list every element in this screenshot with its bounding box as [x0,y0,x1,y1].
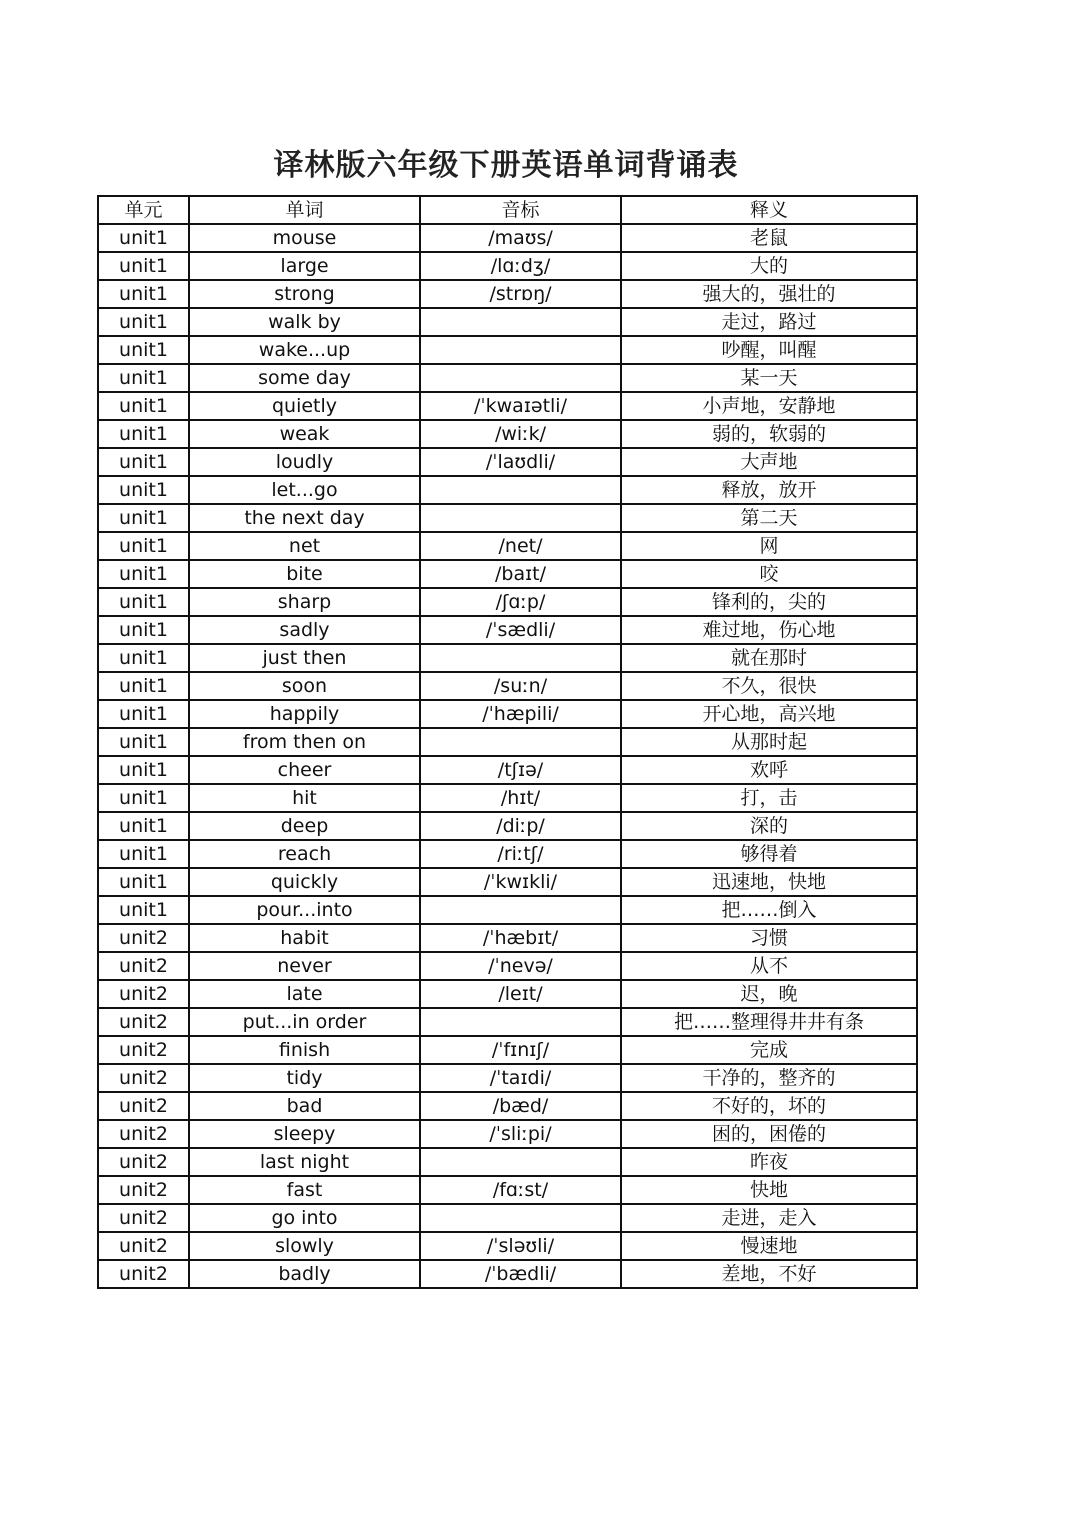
unit-cell: unit1 [98,700,189,728]
table-row [98,952,917,980]
meaning-cell: 吵醒，叫醒 [621,336,917,364]
unit-cell: unit2 [98,1064,189,1092]
phonetic-cell: /ʃɑːp/ [420,588,621,616]
meaning-cell: 快地 [621,1176,917,1204]
meaning-cell: 网 [621,532,917,560]
table-row [98,1008,917,1036]
phonetic-cell [420,728,621,756]
unit-cell: unit2 [98,1148,189,1176]
meaning-cell: 完成 [621,1036,917,1064]
word-cell: let...go [189,476,420,504]
table-row [98,560,917,588]
meaning-cell: 慢速地 [621,1232,917,1260]
word-cell: deep [189,812,420,840]
phonetic-cell: /ˈbædli/ [420,1260,621,1288]
word-cell: finish [189,1036,420,1064]
meaning-cell: 咬 [621,560,917,588]
word-cell: from then on [189,728,420,756]
header-meaning: 释义 [621,196,917,224]
table-row [98,1092,917,1120]
unit-cell: unit1 [98,504,189,532]
meaning-cell: 把……整理得井井有条 [621,1008,917,1036]
phonetic-cell: /ˈlaʊdli/ [420,448,621,476]
meaning-cell: 深的 [621,812,917,840]
word-cell: just then [189,644,420,672]
table-row [98,840,917,868]
word-cell: weak [189,420,420,448]
unit-cell: unit1 [98,616,189,644]
unit-cell: unit2 [98,980,189,1008]
unit-cell: unit1 [98,420,189,448]
phonetic-cell: /ˈkwɪkli/ [420,868,621,896]
word-cell: never [189,952,420,980]
word-cell: pour...into [189,896,420,924]
unit-cell: unit1 [98,784,189,812]
meaning-cell: 迅速地，快地 [621,868,917,896]
phonetic-cell: /maʊs/ [420,224,621,252]
word-cell: sleepy [189,1120,420,1148]
table-row [98,252,917,280]
meaning-cell: 释放，放开 [621,476,917,504]
phonetic-cell [420,896,621,924]
phonetic-cell: /ˈnevə/ [420,952,621,980]
unit-cell: unit2 [98,1036,189,1064]
table-header-row [98,196,917,224]
meaning-cell: 强大的，强壮的 [621,280,917,308]
meaning-cell: 从那时起 [621,728,917,756]
word-cell: habit [189,924,420,952]
meaning-cell: 就在那时 [621,644,917,672]
meaning-cell: 把……倒入 [621,896,917,924]
meaning-cell: 困的，困倦的 [621,1120,917,1148]
word-cell: wake...up [189,336,420,364]
phonetic-cell: /net/ [420,532,621,560]
phonetic-cell: /ˈtaɪdi/ [420,1064,621,1092]
phonetic-cell: /ˈhæbɪt/ [420,924,621,952]
word-cell: the next day [189,504,420,532]
phonetic-cell: /lɑːdʒ/ [420,252,621,280]
table-row [98,504,917,532]
table-row [98,1232,917,1260]
meaning-cell: 差地，不好 [621,1260,917,1288]
word-cell: some day [189,364,420,392]
meaning-cell: 小声地，安静地 [621,392,917,420]
word-cell: sharp [189,588,420,616]
phonetic-cell: /tʃɪə/ [420,756,621,784]
phonetic-cell: /ˈsædli/ [420,616,621,644]
phonetic-cell [420,308,621,336]
table-row [98,1176,917,1204]
unit-cell: unit2 [98,924,189,952]
table-row [98,784,917,812]
table-row [98,924,917,952]
word-cell: go into [189,1204,420,1232]
table-row [98,448,917,476]
meaning-cell: 难过地，伤心地 [621,616,917,644]
phonetic-cell [420,644,621,672]
unit-cell: unit1 [98,532,189,560]
meaning-cell: 第二天 [621,504,917,532]
unit-cell: unit1 [98,728,189,756]
table-row [98,1036,917,1064]
table-row [98,1204,917,1232]
phonetic-cell [420,336,621,364]
meaning-cell: 昨夜 [621,1148,917,1176]
table-row [98,532,917,560]
unit-cell: unit1 [98,308,189,336]
table-row [98,896,917,924]
word-cell: loudly [189,448,420,476]
meaning-cell: 不久，很快 [621,672,917,700]
unit-cell: unit1 [98,868,189,896]
phonetic-cell: /baɪt/ [420,560,621,588]
phonetic-cell [420,504,621,532]
word-cell: net [189,532,420,560]
word-cell: fast [189,1176,420,1204]
table-row [98,280,917,308]
table-row [98,1148,917,1176]
word-cell: bad [189,1092,420,1120]
meaning-cell: 干净的，整齐的 [621,1064,917,1092]
phonetic-cell [420,1008,621,1036]
table-row [98,812,917,840]
phonetic-cell [420,1148,621,1176]
phonetic-cell: /ˈsləʊli/ [420,1232,621,1260]
table-row [98,588,917,616]
meaning-cell: 打，击 [621,784,917,812]
phonetic-cell: /ˈsliːpi/ [420,1120,621,1148]
vocabulary-table [97,195,918,1289]
table-row [98,392,917,420]
unit-cell: unit1 [98,336,189,364]
phonetic-cell: /diːp/ [420,812,621,840]
unit-cell: unit2 [98,1232,189,1260]
meaning-cell: 够得着 [621,840,917,868]
word-cell: quickly [189,868,420,896]
meaning-cell: 欢呼 [621,756,917,784]
word-cell: large [189,252,420,280]
table-row [98,364,917,392]
table-row [98,980,917,1008]
word-cell: walk by [189,308,420,336]
table-row [98,672,917,700]
unit-cell: unit1 [98,896,189,924]
unit-cell: unit1 [98,756,189,784]
table-row [98,224,917,252]
word-cell: put...in order [189,1008,420,1036]
phonetic-cell: /fɑːst/ [420,1176,621,1204]
phonetic-cell: /riːtʃ/ [420,840,621,868]
header-unit: 单元 [98,196,189,224]
word-cell: cheer [189,756,420,784]
table-row [98,336,917,364]
table-row [98,728,917,756]
phonetic-cell: /suːn/ [420,672,621,700]
phonetic-cell [420,364,621,392]
meaning-cell: 老鼠 [621,224,917,252]
word-cell: soon [189,672,420,700]
header-phonetic: 音标 [420,196,621,224]
phonetic-cell [420,476,621,504]
word-cell: badly [189,1260,420,1288]
word-cell: sadly [189,616,420,644]
unit-cell: unit1 [98,448,189,476]
word-cell: hit [189,784,420,812]
unit-cell: unit1 [98,392,189,420]
word-cell: reach [189,840,420,868]
phonetic-cell: /ˈhæpili/ [420,700,621,728]
phonetic-cell: /ˈfɪnɪʃ/ [420,1036,621,1064]
unit-cell: unit1 [98,812,189,840]
phonetic-cell: /strɒŋ/ [420,280,621,308]
table-row [98,700,917,728]
unit-cell: unit1 [98,644,189,672]
unit-cell: unit1 [98,224,189,252]
phonetic-cell: /hɪt/ [420,784,621,812]
word-cell: last night [189,1148,420,1176]
unit-cell: unit2 [98,952,189,980]
unit-cell: unit2 [98,1120,189,1148]
meaning-cell: 大声地 [621,448,917,476]
word-cell: mouse [189,224,420,252]
unit-cell: unit1 [98,364,189,392]
table-row [98,1064,917,1092]
word-cell: happily [189,700,420,728]
meaning-cell: 不好的，坏的 [621,1092,917,1120]
page-title: 译林版六年级下册英语单词背诵表 [273,148,739,183]
unit-cell: unit1 [98,672,189,700]
table-row [98,756,917,784]
phonetic-cell: /wiːk/ [420,420,621,448]
meaning-cell: 大的 [621,252,917,280]
meaning-cell: 走过，路过 [621,308,917,336]
unit-cell: unit1 [98,840,189,868]
table-row [98,644,917,672]
table-row [98,308,917,336]
table-row [98,616,917,644]
unit-cell: unit1 [98,252,189,280]
unit-cell: unit1 [98,280,189,308]
meaning-cell: 开心地，高兴地 [621,700,917,728]
meaning-cell: 迟，晚 [621,980,917,1008]
word-cell: bite [189,560,420,588]
unit-cell: unit2 [98,1008,189,1036]
table-row [98,1120,917,1148]
unit-cell: unit2 [98,1260,189,1288]
phonetic-cell: /leɪt/ [420,980,621,1008]
table-row [98,1260,917,1288]
meaning-cell: 锋利的，尖的 [621,588,917,616]
phonetic-cell: /bæd/ [420,1092,621,1120]
word-cell: quietly [189,392,420,420]
meaning-cell: 习惯 [621,924,917,952]
word-cell: late [189,980,420,1008]
phonetic-cell [420,1204,621,1232]
meaning-cell: 走进，走入 [621,1204,917,1232]
phonetic-cell: /ˈkwaɪətli/ [420,392,621,420]
unit-cell: unit1 [98,588,189,616]
table-row [98,476,917,504]
table-row [98,868,917,896]
unit-cell: unit2 [98,1204,189,1232]
meaning-cell: 从不 [621,952,917,980]
unit-cell: unit2 [98,1092,189,1120]
word-cell: strong [189,280,420,308]
unit-cell: unit1 [98,476,189,504]
meaning-cell: 弱的，软弱的 [621,420,917,448]
word-cell: slowly [189,1232,420,1260]
unit-cell: unit1 [98,560,189,588]
meaning-cell: 某一天 [621,364,917,392]
table-row [98,420,917,448]
word-cell: tidy [189,1064,420,1092]
unit-cell: unit2 [98,1176,189,1204]
header-word: 单词 [189,196,420,224]
table-body [98,224,917,1288]
